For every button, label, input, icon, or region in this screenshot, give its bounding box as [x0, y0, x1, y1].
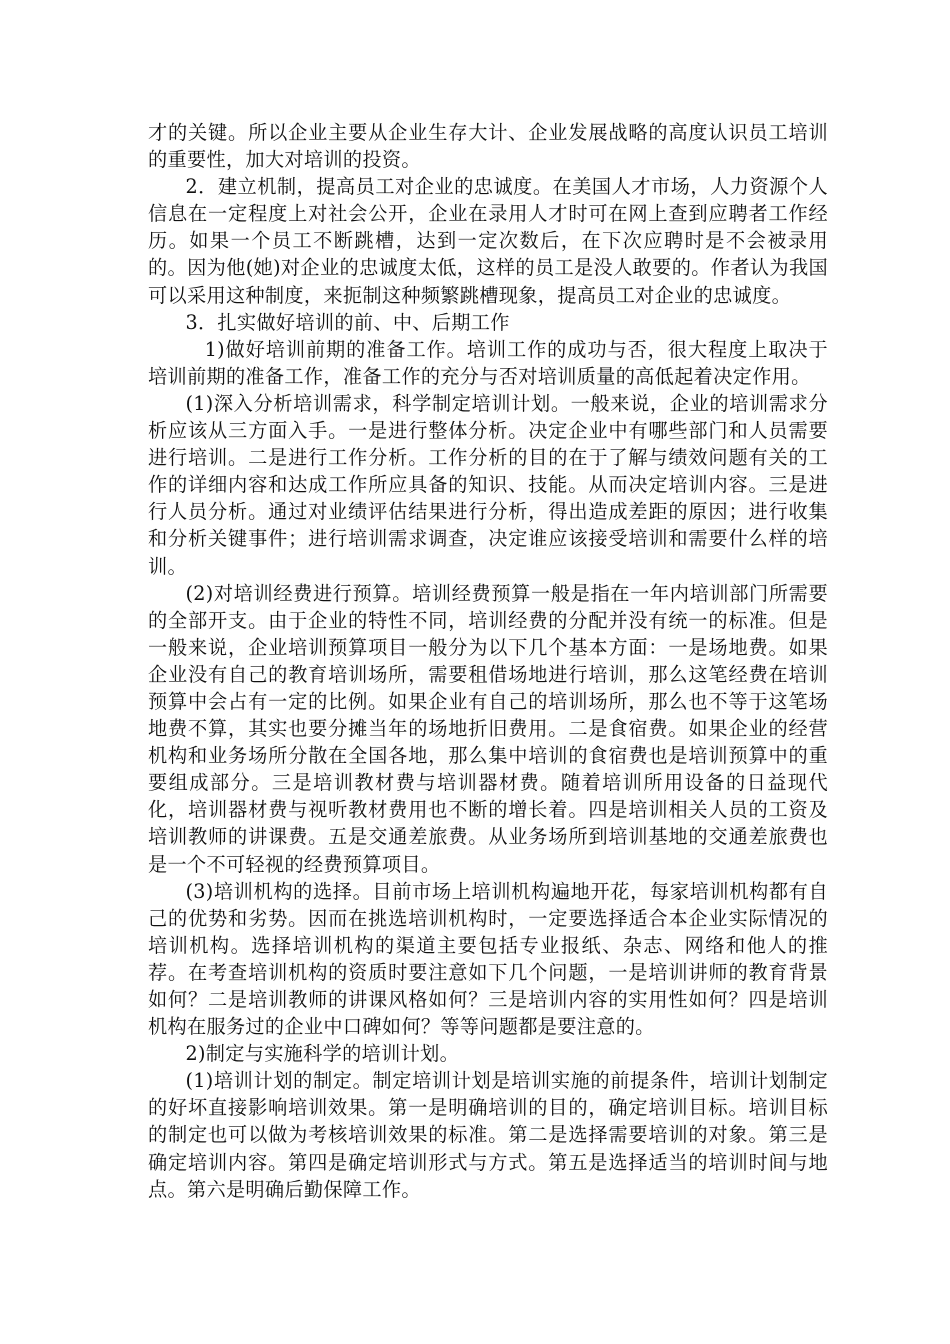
paragraph-5: (1)深入分析培训需求，科学制定培训计划。一般来说，企业的培训需求分析应该从三方面入手。一是进行整体分析。决定企业中有哪些部门和人员需要进行培训。二是进行工作分析。工作分析的目的在于了解与绩效问题有关的工作的详细内容和达成工作所应具备的知识、技能。从而决定培训内容。三是进行人员分析。通过对业绩评估结果进行分析，得出造成差距的原因；进行收集和分析关键事件；进行培训需求调查，决定谁应该接受培训和需要什么样的培训。 [148, 391, 828, 578]
section-heading-3: 3．扎实做好培训的前、中、后期工作 [185, 310, 510, 334]
paragraph-4: 1)做好培训前期的准备工作。培训工作的成功与否，很大程度上取决于培训前期的准备工作，准备工作的充分与否对培训质量的高低起着决定作用。 [148, 337, 828, 388]
paragraph-2: 2．建立机制，提高员工对企业的忠诚度。在美国人才市场，人力资源个人信息在一定程度上对社会公开，企业在录用人才时可在网上查到应聘者工作经历。如果一个员工不断跳槽，达到一定次数后，在下次应聘时是不会被录用的。因为他(她)对企业的忠诚度太低，这样的员工是没人敢要的。作者认为我国可以采用这种制度，来扼制这种频繁跳槽现象，提高员工对企业的忠诚度。 [148, 175, 828, 307]
paragraph-6: (2)对培训经费进行预算。培训经费预算一般是指在一年内培训部门所需要的全部开支。由于企业的特性不同，培训经费的分配并没有统一的标准。但是一般来说，企业培训预算项目一般分为以下几个基本方面：一是场地费。如果企业没有自己的教育培训场所，需要租借场地进行培训，那么这笔经费在培训预算中会占有一定的比例。如果企业有自己的培训场所，那么也不等于这笔场地费不算，其实也要分摊当年的场地折旧费用。二是食宿费。如果企业的经营机构和业务场所分散在全国各地，那么集中培训的食宿费也是培训预算中的重要组成部分。三是培训教材费与培训器材费。随着培训所用设备的日益现代化，培训器材费与视听教材费用也不断的增长着。四是培训相关人员的工资及培训教师的讲课费。五是交通差旅费。从业务场所到培训基地的交通差旅费也是一个不可轻视的经费预算项目。 [148, 581, 828, 876]
paragraph-7: (3)培训机构的选择。目前市场上培训机构遍地开花，每家培训机构都有自己的优势和劣势。因而在挑选培训机构时，一定要选择适合本企业实际情况的培训机构。选择培训机构的渠道主要包括专业报纸、杂志、网络和他人的推荐。在考查培训机构的资质时要注意如下几个问题，一是培训讲师的教育背景如何？二是培训教师的讲课风格如何？三是培训内容的实用性如何？四是培训机构在服务过的企业中口碑如何？等等问题都是要注意的。 [148, 879, 828, 1039]
body-text [148, 119, 828, 1203]
paragraph-1: 才的关键。所以企业主要从企业生存大计、企业发展战略的高度认识员工培训的重要性，加大对培训的投资。 [148, 121, 828, 172]
subheading-8: 2)制定与实施科学的培训计划。 [185, 1042, 460, 1066]
paragraph-9: (1)培训计划的制定。制定培训计划是培训实施的前提条件，培训计划制定的好坏直接影响培训效果。第一是明确培训的目的，确定培训目标。培训目标的制定也可以做为考核培训效果的标准。第二是选择需要培训的对象。第三是确定培训内容。第四是确定培训形式与方式。第五是选择适当的培训时间与地点。第六是明确后勤保障工作。 [148, 1069, 828, 1201]
